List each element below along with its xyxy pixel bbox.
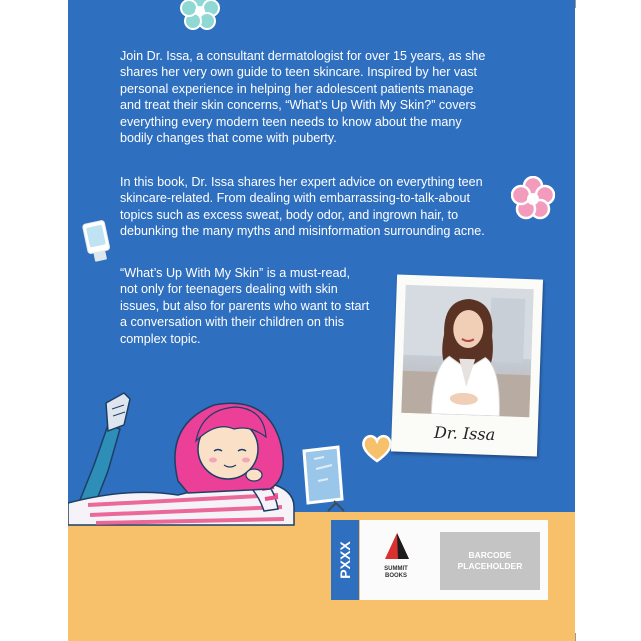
blurb-line: issues, but also for parents who want to start [120,298,370,313]
heart-icon [360,432,394,464]
blurb-line: complex topic. [120,331,201,346]
crop-mark [575,0,576,8]
publisher-name-line: BOOKS [384,573,407,579]
blurb-paragraph-1 [120,48,540,146]
barcode-label-line: PLACEHOLDER [457,561,523,571]
blurb-line: not only for teenagers dealing with skin [120,282,338,297]
blurb-line: debunking the many myths and misinformation surrounding acne. [120,224,485,239]
author-photo [401,285,533,417]
blurb-line: topics such as excess sweat, body odor, and ingrown hair, to [120,207,459,222]
book-code: PXXX [337,541,353,579]
blurb-line: “What’s Up With My Skin” is a must-read, [120,266,351,280]
publisher-name [366,566,426,580]
polaroid-caption: Dr. Issa [433,422,496,445]
blurb-line: personal experience in helping her adolescent patients manage [120,81,474,96]
crop-mark [575,633,576,641]
lotion-tube-icon [82,218,112,264]
barcode-label-line: BARCODE [468,550,512,560]
girl-illustration [68,385,318,535]
blurb-paragraph-2 [120,174,540,240]
summit-books-logo-icon [384,532,410,562]
blurb-line: skincare-related. From dealing with embarrassing-to-talk-about [120,191,470,206]
blurb-line: everything every modern teen needs to know about the many [120,114,462,129]
flower-sticker-icon [180,0,220,30]
blurb-line: shares her very own guide to teen skincare. Inspired by her vast [120,65,478,80]
blurb-line: Join Dr. Issa, a consultant dermatologist for over 15 years, as she [120,49,486,63]
blurb-paragraph-3 [120,265,390,347]
book-code-box [331,520,359,600]
mirror-icon [298,445,348,513]
blurb-line: a conversation with their children on this [120,315,345,330]
publisher-panel [360,520,548,600]
blurb-line: and treat their skin concerns, “What’s Up With My Skin?” covers [120,98,477,113]
blurb-line: bodily changes that come with puberty. [120,131,337,146]
publisher-name-line: SUMMIT [384,566,408,572]
author-polaroid [391,275,543,457]
blurb-line: In this book, Dr. Issa shares her expert advice on everything teen [120,175,483,189]
barcode-placeholder [440,532,540,590]
flower-sticker-icon [511,176,555,220]
publisher-logo [366,528,426,592]
book-back-cover [68,0,575,641]
author-portrait-image [401,285,533,417]
